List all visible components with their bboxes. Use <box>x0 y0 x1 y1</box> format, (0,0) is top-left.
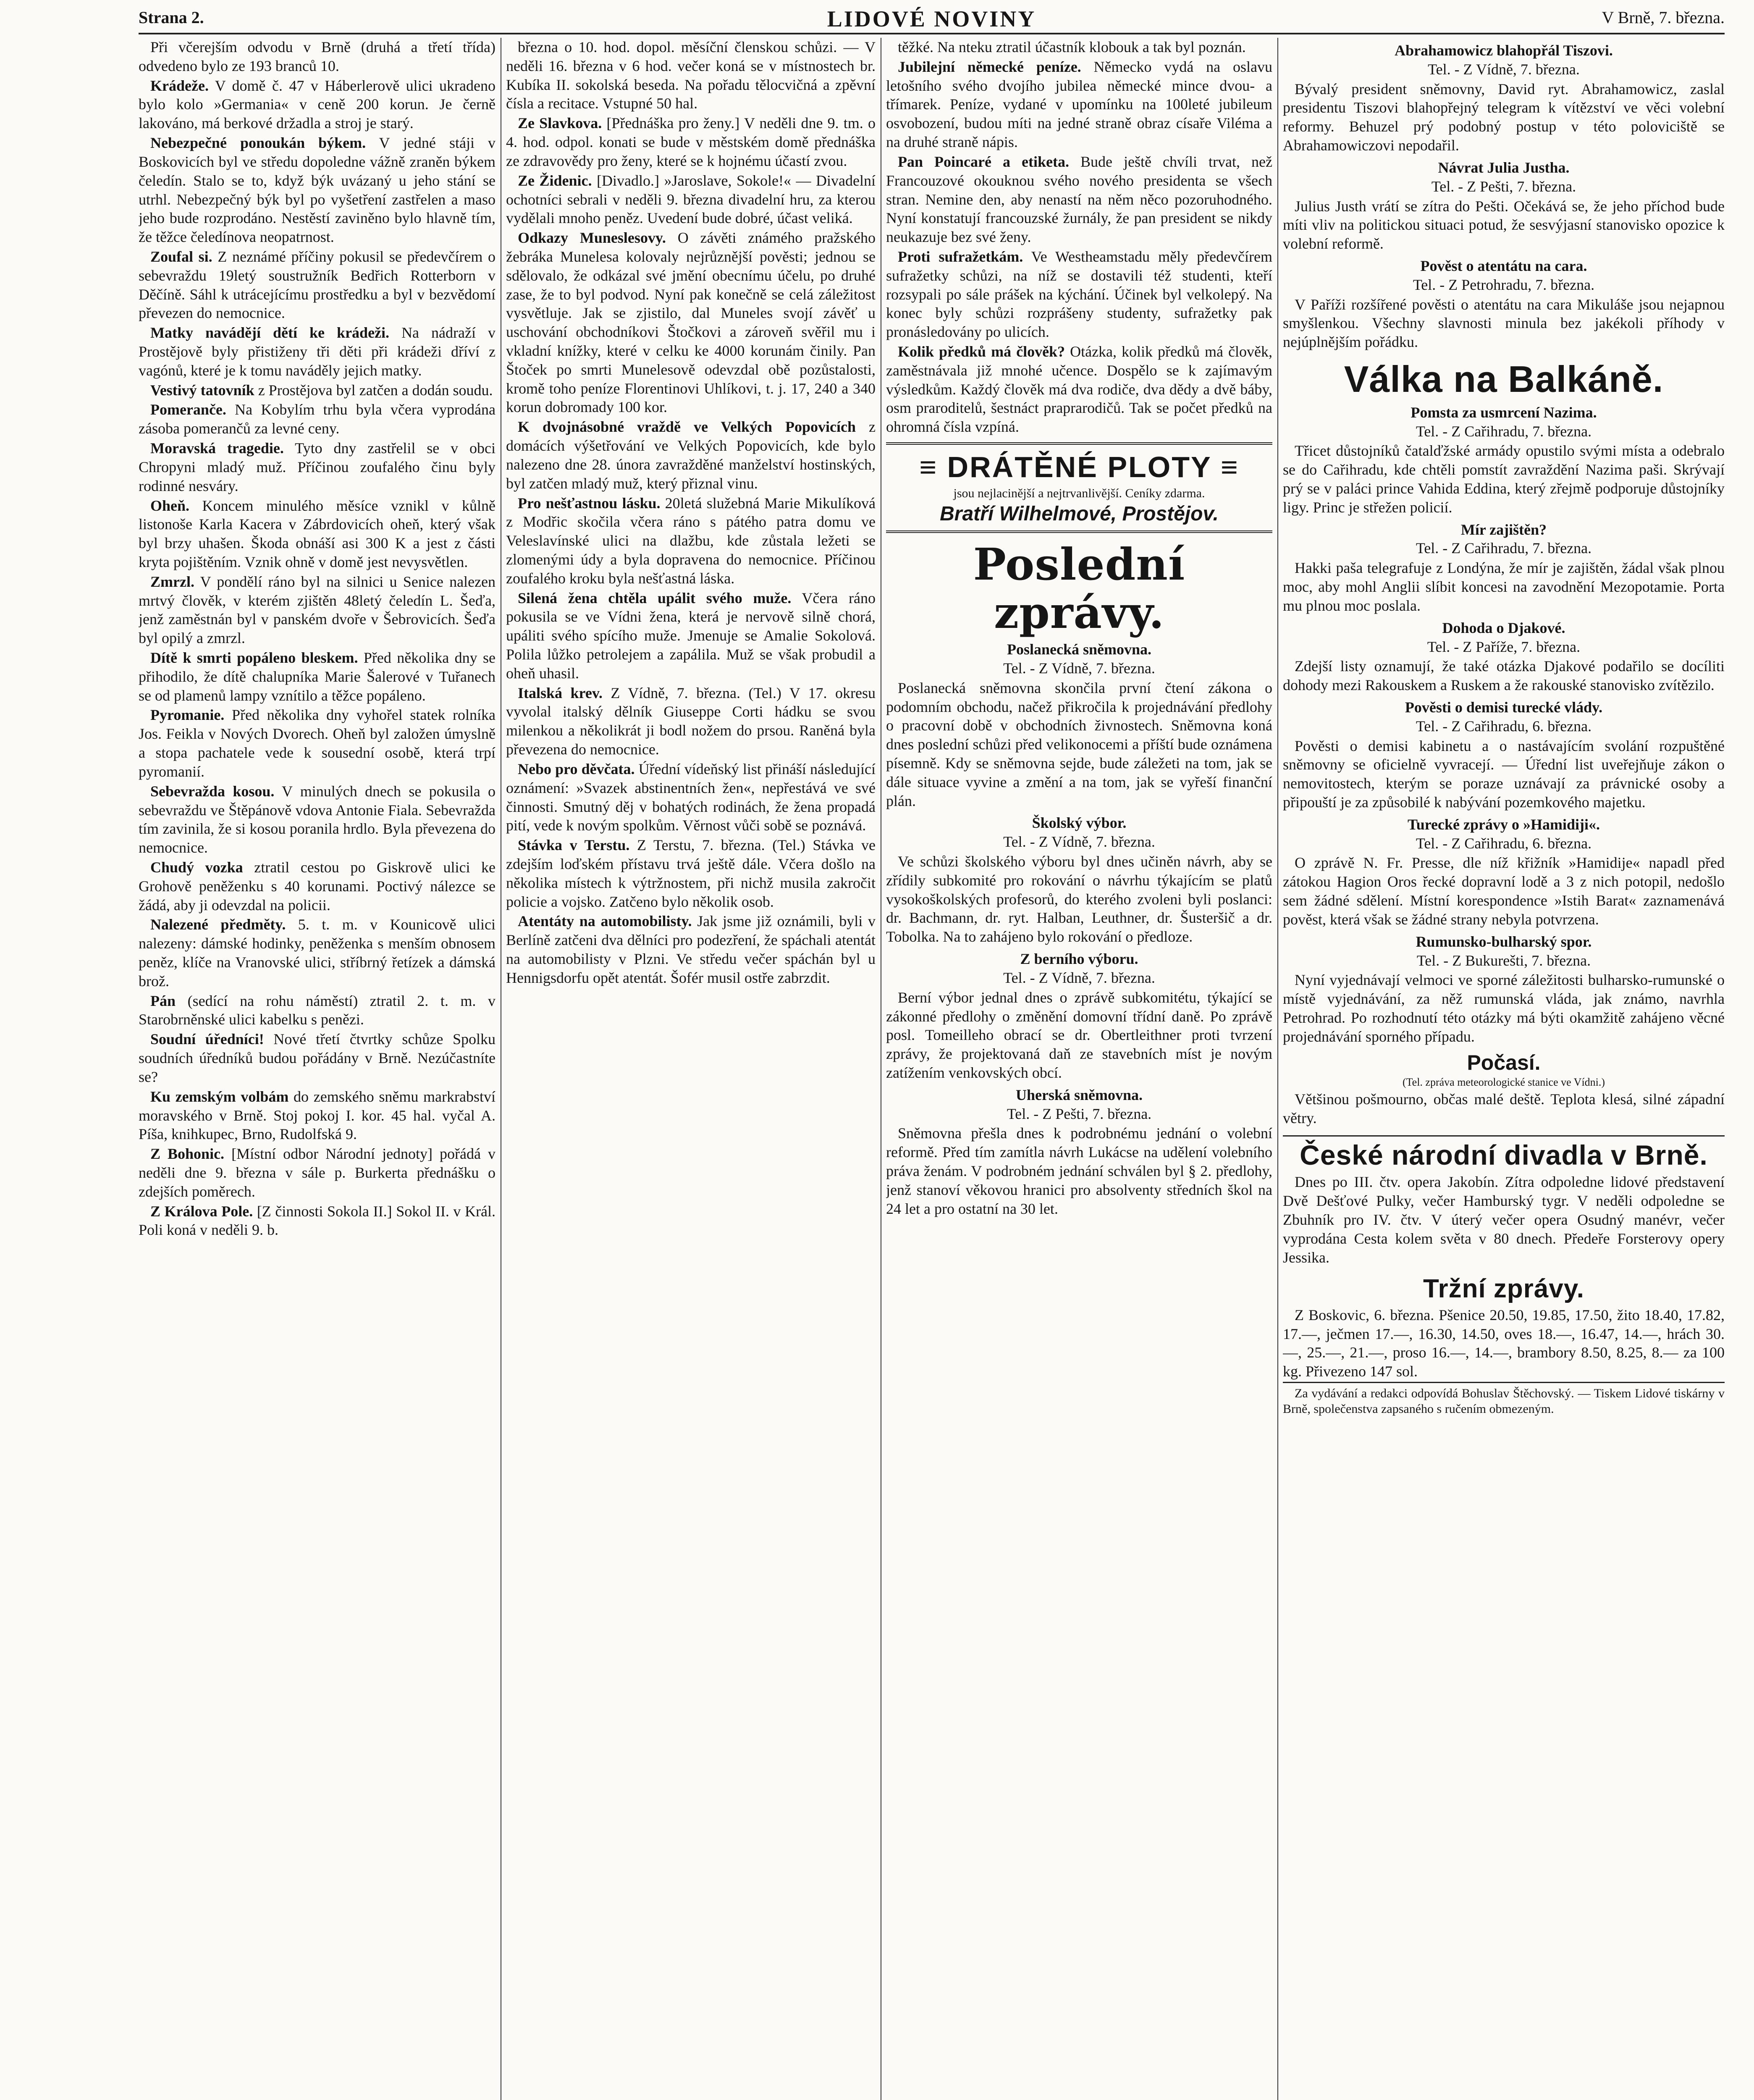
article-lead: Nalezené předměty. <box>150 916 286 933</box>
article-text: Pověsti o demisi kabinetu a o nastávajícím svolání rozpuštěné sněmovny se oficielně vyvracejí. — Úřední list uveřejňuje zákon o nemovitostech, kterým se poraze uznávají za právnické osoby a připouští je za způsobilé k nabývání pozemkového majetku. <box>1283 737 1725 811</box>
article-text: V pondělí ráno byl na silnici u Senice nalezen mrtvý člověk, v kterém zjištěn 48letý čeledín L. Šeďa, jenž zaměstnán byl v panském dvoře v Šebrovicích. Šeďa byl opilý a zmrzl. <box>139 573 496 647</box>
article-lead: Ze Židenic. <box>518 172 592 189</box>
article-text: O závěti známého pražského žebráka Munelesa kolovaly nejrůznější pověsti; jednou se sdělovalo, že odkázal své jmění obecnímu účelu, po druhé zase, že to byl podvod. Nyní pak konečně se celá záležitost vysvětluje. Jak se zjistilo, dal Muneles svojí závěť u uschování obchodníkovi Štočkovi a zároveň svěřil mu i vkladní knížky, které v celku ke 4000 korunám činily. Pan Štoček po smrti Munelesově odevzdal obě pozůstalosti, kromě toho peníze Florentinovi Uhlíkovi, t. j. 17, 240 a 340 korun dobromady 100 kor. <box>506 229 876 416</box>
article-headline: Pomsta za usmrcení Nazima. <box>1411 404 1597 421</box>
article-paragraph <box>139 400 496 438</box>
article-text: V jedné stáji v Boskovicích byl ve středu dopoledne vážně zraněn býkem čeledín. Stalo se to, když býk uvázaný u jeho stání se utrhl. Nebezpečný býk byl po vyšetření zastřelen a maso jeho bude rozprodáno. Nestěstí zaviněno bylo hlavně tím, že těžce čeledínova neopatrnost. <box>139 134 496 246</box>
balkan-news <box>1283 403 1725 1046</box>
article-text: Úřední vídeňský list přináší následující oznámení: »Svazek abstinentních žen«, nepřestává ve své činnosti. Smutný děj v bohatých rodinách, že žena propadá pití, vede k novým spolkům. Věrnost vůči sobě se poznává. <box>506 760 876 834</box>
article-paragraph <box>139 247 496 323</box>
article-paragraph <box>139 858 496 914</box>
article-paragraph <box>1283 971 1725 1046</box>
article-paragraph <box>506 760 876 835</box>
article-text: Nyní vyjednávají velmoci ve sporné záležitosti bulharsko-rumunské o místě vyjednávání, za něž rumunská vláda, jak známo, navrhla Petrohrad. Po rozhodnutí této otázky má býti okamžitě zahájeno věcné projednávání sporného případu. <box>1283 971 1725 1045</box>
article-paragraph <box>506 417 876 493</box>
article-headline: Pověst o atentátu na cara. <box>1420 257 1587 274</box>
article-lead: Nebo pro děvčata. <box>518 760 635 777</box>
article-text: Ve schůzi školského výboru byl dnes učiněn návrh, aby se zřídily subkomité pro rokování o návrhu týkajícím se platů vysokoškolských profesorů, do kterého zvoleni byli poslanci: dr. Bachmann, dr. ryt. Halban, Leuthner, dr. Šusteršič a dr. Tobolka. Na to zahájeno bylo rokování o předloze. <box>886 853 1272 945</box>
article-text: Tyto dny zastřelil se v obci Chropyni mladý muž. Příčinou zoufalého činu byly rodinné nesváry. <box>139 440 496 494</box>
article-dateline: Tel. - Z Cařihradu, 7. března. <box>1416 540 1592 557</box>
market-heading: Tržní zprávy. <box>1423 1274 1584 1303</box>
article-paragraph <box>139 1144 496 1201</box>
article-dateline: Tel. - Z Pešti, 7. března. <box>1431 178 1576 195</box>
article-dateline: Tel. - Z Cařihradu, 7. března. <box>1416 423 1592 440</box>
article-paragraph <box>139 706 496 781</box>
article-dateline: Tel. - Z Cařihradu, 6. března. <box>1416 835 1592 852</box>
article-dateline: Tel. - Z Pešti, 7. března. <box>1007 1105 1152 1122</box>
article-lead: Proti sufražetkám. <box>898 248 1023 265</box>
article-lead: Pan Poincaré a etiketa. <box>898 153 1069 170</box>
article-lead: Soudní úředníci! <box>150 1031 264 1048</box>
article-lead: Kolik předků má člověk? <box>898 343 1065 360</box>
article-text: Berní výbor jednal dnes o zprávě subkomitétu, týkající se zákonné předlohy o změnění domovní třídní daně. Po zprávě posl. Tomeilleho obrací se dr. Obertleithner proti tvrzení zprávy, že projektovaná daň ze stavebních míst je novým zatížením venkovských obcí. <box>886 989 1272 1081</box>
article-text: března o 10. hod. dopol. měsíční členskou schůzi. — V neděli 16. března v 6 hod. večer koná se v místnostech br. Kubíka II. sokolská beseda. Na pořadu tělocvičná a zpěvní čísla a recitace. Vstupné 50 hal. <box>506 39 876 112</box>
article-text: Ve Westheamstadu měly předevčírem sufražetky schůzi, na níž se dostavili též studenti, kteří rozsypali po sále prášek na kýchání. Účinek byl velkolepý. Na konec byly schůzi rozprášeny studenty, sufražetky pak pronásledovány po ulicích. <box>886 248 1272 341</box>
ad-line: jsou nejlacinější a nejtrvanlivější. Ceníky zdarma. <box>953 486 1205 501</box>
theatre-text: Dnes po III. čtv. opera Jakobín. Zítra odpoledne lidové představení Dvě Dešťové Pulky, večer Hamburský tygr. V neděli odpoledne se Zbuhník pro IV. čtv. V úterý večer opera Osudný manévr, večer vyprodána Cesta kolem světa v 80 dnech. Předeře Forsterovy opery Jessika. <box>1283 1173 1725 1266</box>
article-headline: Abrahamowicz blahopřál Tiszovi. <box>1395 42 1613 59</box>
article-text: [Divadlo.] »Jaroslave, Sokole!« — Divadelní ochotníci sebrali v neděli 9. března divadelní hru, za kterou vydělali mnoho peněz. Uvedení bude dobré, účast veliká. <box>506 172 876 227</box>
article-paragraph <box>139 38 496 76</box>
column-4 <box>1283 38 1725 2100</box>
article-text: z domácích výšetřování ve Velkých Popovicích, kde bylo nalezeno dne 28. února zavražděné manželství hostinských, byl zatčen mladý muž, který přiznal vinu. <box>506 418 876 492</box>
article-dateline: Tel. - Z Paříže, 7. března. <box>1427 638 1581 655</box>
article-lead: Z Bohonic. <box>150 1145 225 1163</box>
article-paragraph <box>139 76 496 133</box>
article-paragraph <box>139 648 496 705</box>
article-text: Poslanecká sněmovna skončila první čtení zákona o podomním obchodu, načež přikročila k projednávání předlohy o pracovní době v obchodních živnostech. Sněmovna koná dnes poslední schůzi před velikonocemi a příští bude oznámena písemně. Kdy se sněmovna sejde, bude záležeti na tom, jak se dále situace vyvine a změní a na tom, jak se vyřeší finanční plán. <box>886 679 1272 809</box>
weather-text: Většinou pošmourno, občas malé deště. Teplota klesá, silné západní větry. <box>1283 1091 1725 1127</box>
article-text: Včera ráno pokusila se ve Vídni žena, která je nervově silně chorá, upáliti svého spícího muže. Jmenuje se Amalie Sokolová. Polila lůžko petrolejem a zapálila. Muž se však probudil a oheň uhasil. <box>506 589 876 682</box>
article-paragraph <box>506 171 876 228</box>
masthead <box>139 6 1725 30</box>
article-lead: Pyromanie. <box>150 706 225 724</box>
article-lead: Silená žena chtěla upálit svého muže. <box>518 589 792 606</box>
article-lead: Dítě k smrti popáleno bleskem. <box>150 649 358 666</box>
article-paragraph <box>139 572 496 648</box>
article-lead: Sebevražda kosou. <box>150 782 275 800</box>
article-paragraph <box>1283 657 1725 695</box>
article-text: V domě č. 47 v Háberlerově ulici ukradeno bylo kolo »Germania« v ceně 200 korun. Je černě lakováno, má berkové držadla a stroj je starý. <box>139 77 496 132</box>
article-paragraph <box>139 1087 496 1144</box>
article-paragraph <box>139 134 496 247</box>
theatre-heading: České národní divadla v Brně. <box>1283 1135 1725 1171</box>
article-lead: Pán <box>150 992 176 1009</box>
article-lead: Zmrzl. <box>150 573 194 590</box>
article-text: Hakki paša telegrafuje z Londýna, že mír je zajištěn, žádal však plnou moc, aby mohl Anglii slíbit koncesi na zavodnění Mezopotamie. Porta mu plnou moc poslala. <box>1283 559 1725 614</box>
imprint: Za vydávání a redakci odpovídá Bohuslav Štěchovský. — Tiskem Lidové tiskárny v Brně, společenstva zapsaného s ručením obmezeným. <box>1283 1382 1725 1417</box>
article-headline: Školský výbor. <box>1032 814 1127 832</box>
article-lead: Matky navádějí dětí ke krádeži. <box>150 324 390 341</box>
article-paragraph <box>506 589 876 683</box>
article-paragraph <box>506 494 876 588</box>
article-headline: Pověsti o demisi turecké vlády. <box>1405 698 1603 716</box>
article-text: Z neznámé příčiny pokusil se předevčírem o sebevraždu 19letý soustružník Bedřich Rotterborn v Děčíně. Sáhl k utrácejícímu prostředku a byl v bezvědomí převezen do nemocnice. <box>139 248 496 322</box>
market-text: Z Boskovic, 6. března. Pšenice 20.50, 19.85, 17.50, žito 18.40, 17.82, 17.—, ječmen 17.—, 16.30, 14.50, oves 18.—, 16.47, 14.—, hrách 30.—, 25.—, 21.—, proso 16.—, 14.—, brambory 8.50, 8.25, 8.— za 100 kg. Přivezeno 147 sol. <box>1283 1306 1725 1380</box>
article-paragraph <box>139 323 496 380</box>
article-headline: Mír zajištěn? <box>1460 521 1547 538</box>
article-text: Před několika dny se přihodilo, že dítě chalupníka Marie Šalerové v Tuřanech se od plamenů lampy vznítilo a těžce popáleno. <box>139 649 496 704</box>
column-3 <box>886 38 1272 2100</box>
article-text: Otázka, kolik předků má člověk, zaměstnávala již mnohé učence. Dospělo se k zajímavým výsledkům. Každý člověk má dva rodiče, dva dědy a dvě báby, osm praroditelů, šestnáct praprarodičů. Tak se počet předků na ohromná čísla vzpíná. <box>886 343 1272 436</box>
article-text: Německo vydá na oslavu letošního svého dvojího jubilea německé mince dvou- a třímarek. Peníze, vydané v upomínku na 100leté jubileum osvobození, budou míti na jedné straně obraz císaře Viléma a na druhé straně nápis. <box>886 58 1272 151</box>
article-lead: Nebezpečné ponoukán býkem. <box>150 134 366 152</box>
article-paragraph <box>886 1124 1272 1218</box>
article-text: těžké. Na nteku ztratil účastník klobouk a tak byl poznán. <box>898 39 1246 55</box>
article-text: Bude ještě chvíli trvat, než Francouzové okouknou svého nového presidenta se všech stran. Nemine den, aby nenastí na něm něco pozoruhodného. Nyní konstatují francouzské žurnály, že pan president se nikdy neukazuje bez své ženy. <box>886 153 1272 246</box>
newspaper-title: LIDOVÉ NOVINY <box>827 6 1036 32</box>
article-paragraph <box>886 852 1272 946</box>
article-lead: Jubilejní německé peníze. <box>898 58 1081 75</box>
article-paragraph <box>139 992 496 1029</box>
article-text: Třicet důstojníků čatalďžské armády opustilo svými místa a odebralo se do Cařihradu, kde chtěli pomstít zavraždění Nazima paši. Skrývají prý se v paláci prince Vahida Eddina, který zřejmě podporuje důstojníky ligy. Princ je střežen policií. <box>1283 442 1725 516</box>
article-text: 5. t. m. v Kounicově ulici nalezeny: dámské hodinky, peněženka s menším obnosem peněz, klíče na Vranovské ulici, stříbrný řetízek a dámská brož. <box>139 916 496 990</box>
article-paragraph <box>886 152 1272 247</box>
article-lead: Ku zemským volbám <box>150 1088 289 1105</box>
article-lead: Moravská tragedie. <box>150 440 284 457</box>
article-text: V minulých dnech se pokusila o sebevraždu ve Štěpánově vdova Antonie Fiala. Sebevražda tím zavinila, že si kosou poranila hrdlo. Byla převezena do nemocnice. <box>139 782 496 856</box>
article-headline: Turecké zprávy o »Hamidiji«. <box>1408 816 1600 833</box>
article-headline: Z berního výboru. <box>1020 950 1138 968</box>
article-paragraph <box>886 58 1272 152</box>
article-lead: K dvojnásobné vraždě ve Velkých Popovicích <box>518 418 856 436</box>
article-paragraph <box>506 684 876 759</box>
article-paragraph <box>139 381 496 400</box>
article-text: Koncem minulého měsíce vznikl v kůlně listonoše Karla Kacera v Zábrdovicích oheň, který však byl brzy uhašen. Škoda obnáší asi 300 K a jest z části kryta pojištěním. Vznik ohně v domě jest nevysvětlen. <box>139 497 496 570</box>
article-dateline: Tel. - Z Cařihradu, 6. března. <box>1416 717 1592 735</box>
article-paragraph <box>139 1202 496 1240</box>
column-4-news <box>1283 41 1725 352</box>
article-text: 20letá služebná Marie Mikulíková z Modřic skočila včera ráno s pátého patra domu ve Veleslavínské ulici na dlažbu, kde zůstala ležeti se zlomenými údy a byla dopravena do nemocnice. Příčinou zoufalého kroku byla nešťastná láska. <box>506 494 876 587</box>
article-headline: Poslanecká sněmovna. <box>1007 641 1152 658</box>
article-paragraph <box>506 912 876 987</box>
article-text: Z Vídně, 7. března. (Tel.) V 17. okresu vyvolal italský dělník Giuseppe Corti hádku se svou milenkou a několikrát ji bodl nožem do prsou. Raněná byla převezena do nemocnice. <box>506 684 876 758</box>
article-text: (sedící na rohu náměstí) ztratil 2. t. m. v Starobrněnské ulici kabelku s penězi. <box>139 992 496 1028</box>
article-text: do zemského sněmu markrabství moravského v Brně. Stoj pokoj I. kor. 45 hal. vyčal A. Píša, knihkupec, Brno, Rudolfská 9. <box>139 1088 496 1143</box>
article-paragraph <box>886 342 1272 436</box>
article-lead: Zoufal si. <box>150 248 212 265</box>
article-lead: Stávka v Terstu. <box>518 837 630 854</box>
article-dateline: Tel. - Z Vídně, 7. března. <box>1428 60 1580 78</box>
page-number: Strana 2. <box>139 8 204 27</box>
article-text: Zdejší listy oznamují, že také otázka Djakové podařilo se docíliti dohody mezi Rakouskem a Ruskem a že rakouské stanovisko zvítězilo. <box>1283 658 1725 694</box>
article-text: ztratil cestou po Giskrově ulici ke Grohově peněženku s 40 korunami. Poctivý nálezce se žádá, aby ji odevzdal na policii. <box>139 858 496 914</box>
ad-title: ≡ DRÁTĚNÉ PLOTY ≡ <box>919 451 1239 484</box>
article-paragraph <box>139 1030 496 1086</box>
article-text: z Prostějova byl zatčen a dodán soudu. <box>254 381 493 399</box>
article-paragraph <box>886 247 1272 341</box>
article-text: [Přednáška pro ženy.] V neděli dne 9. tm. o 4. hod. odpol. konati se bude v městském domě přednáška ze zdravovědy pro ženy, které se k hojnému účastí zvou. <box>506 115 876 169</box>
article-lead: Vestivý tatovník <box>150 381 254 399</box>
article-paragraph <box>886 679 1272 811</box>
article-paragraph <box>139 496 496 572</box>
column-1 <box>139 38 496 2100</box>
column-2 <box>506 38 876 2100</box>
balkan-war-heading: Válka na Balkáně. <box>1344 358 1664 400</box>
article-text: V Paříži rozšířené pověsti o atentátu na cara Mikuláše jsou nejapnou smyšlenkou. Všechny slavnosti minula bez jakékoli příhody v nejúplnějším pořádku. <box>1283 296 1725 351</box>
article-paragraph <box>139 782 496 857</box>
article-headline: Návrat Julia Justha. <box>1438 159 1570 176</box>
article-paragraph <box>506 38 876 113</box>
article-text: O zprávě N. Fr. Presse, dle níž křižník »Hamidije« napadl před zátokou Hagion Oros řecké dopravní lodě a 3 z nich potopil, nedošlo sem žádné sdělení. Místní korespondence »Istih Barat« zaznamenává pověst, která však se žádné strany nebyla potvrzena. <box>1283 854 1725 928</box>
article-paragraph <box>1283 737 1725 812</box>
article-dateline: Tel. - Z Vídně, 7. března. <box>1003 969 1155 986</box>
article-lead: Oheň. <box>150 497 190 514</box>
article-lead: Pro nešťastnou lásku. <box>518 494 661 512</box>
article-text: [Místní odbor Národní jednoty] pořádá v neděli dne 9. března v sále p. Burkerta přednášku o zdejších poměrech. <box>139 1145 496 1200</box>
article-text: Nové třetí čtvrtky schůze Spolku soudních úředníků budou pořádány v Brně. Nezúčastníte se? <box>139 1031 496 1085</box>
article-paragraph <box>1283 559 1725 615</box>
column-rule <box>1277 38 1278 2100</box>
article-paragraph <box>1283 80 1725 155</box>
article-dateline: Tel. - Z Vídně, 7. března. <box>1003 659 1155 677</box>
article-lead: Italská krev. <box>518 684 603 701</box>
article-lead: Z Králova Pole. <box>150 1202 253 1220</box>
article-paragraph <box>506 228 876 417</box>
latest-news <box>886 640 1272 1218</box>
article-dateline: Tel. - Z Petrohradu, 7. března. <box>1413 276 1595 293</box>
article-paragraph <box>886 38 1272 57</box>
article-lead: Odkazy Muneslesovy. <box>518 229 666 247</box>
article-text: [Z činnosti Sokola II.] Sokol II. v Král. Poli koná v neděli 9. b. <box>139 1202 496 1239</box>
article-paragraph <box>1283 853 1725 929</box>
article-lead: Pomeranče. <box>150 401 226 418</box>
article-text: Na Kobylím trhu byla včera vyprodána zásoba pomerančů za levné ceny. <box>139 401 496 437</box>
article-paragraph <box>1283 441 1725 517</box>
article-lead: Atentáty na automobilisty. <box>518 913 692 930</box>
article-lead: Ze Slavkova. <box>518 115 602 132</box>
article-paragraph <box>1283 295 1725 352</box>
article-lead: Krádeže. <box>150 77 209 94</box>
article-headline: Uherská sněmovna. <box>1015 1086 1143 1103</box>
latest-news-heading: Poslední zprávy. <box>973 538 1185 638</box>
weather-note: (Tel. zpráva meteorologické stanice ve Vídni.) <box>1402 1076 1605 1088</box>
article-headline: Rumunsko-bulharský spor. <box>1416 933 1592 950</box>
article-dateline: Tel. - Z Bukurešti, 7. března. <box>1416 952 1591 969</box>
article-text: Z Terstu, 7. března. (Tel.) Stávka ve zdejším loďském přístavu trvá ještě dále. Včera došlo na několika místech k výtržnostem, při nichž musila zakročit policie a vojsko. Zatčeno bylo několik osob. <box>506 837 876 910</box>
article-text: Při včerejším odvodu v Brně (druhá a třetí třída) odvedeno bylo ze 193 branců 10. <box>139 39 496 74</box>
article-dateline: Tel. - Z Vídně, 7. března. <box>1003 833 1155 850</box>
column-3-news <box>886 38 1272 436</box>
article-text: Sněmovna přešla dnes k podrobnému jednání o volební reformě. Před tím zamítla návrh Lukácse na udělení volebního práva ženám. V podrobném jednání schválen byl § 2. předlohy, jenž stanoví věkovou hranici pro absolventy středních škol na 24 let a pro ostatní na 30 let. <box>886 1125 1272 1217</box>
article-paragraph <box>506 836 876 911</box>
article-paragraph <box>1283 197 1725 253</box>
article-text: Bývalý president sněmovny, David ryt. Abrahamowicz, zaslal presidentu Tiszovi blahopřejný telegram k vítězství ve věci volební reformy. Behuzel prý podobný postup v této poloviciště se Abrahamowiczovi nepodařil. <box>1283 80 1725 154</box>
weather-heading: Počasí. <box>1467 1050 1541 1074</box>
article-lead: Chudý vozka <box>150 858 243 876</box>
article-paragraph <box>886 988 1272 1082</box>
ad-firm: Bratří Wilhelmové, Prostějov. <box>940 502 1219 525</box>
article-paragraph <box>139 439 496 495</box>
advertisement-fences <box>886 442 1272 533</box>
article-text: Na nádraží v Prostějově byly přistiženy tři děti při krádeži dříví z vagónů, které je k tomu naváděly jejich matky. <box>139 324 496 379</box>
article-text: Před několika dny vyhořel statek rolníka Jos. Feikla v Nových Dvorech. Oheň byl založen úmyslně a stopa pachatele vede k sousední osobě, která trpí pyromanií. <box>139 706 496 780</box>
place-date: V Brně, 7. března. <box>1602 8 1725 27</box>
article-paragraph <box>139 915 496 990</box>
article-headline: Dohoda o Djakové. <box>1442 619 1565 636</box>
article-text: Julius Justh vrátí se zítra do Pešti. Očekává se, že jeho příchod bude míti vliv na politickou situaci potud, že sesvýjasní stanovisko opozice k volební reformě. <box>1283 197 1725 252</box>
article-paragraph <box>506 114 876 170</box>
article-text: Jak jsme již oznámili, byli v Berlíně zatčeni dva dělníci pro podezření, že spáchali atentát na automobilisty v Plzni. Ve středu večer spáchán byl u Hennigsdorfu opět atentát. Šofér musil ostře zabrzdit. <box>506 913 876 986</box>
masthead-rule <box>139 33 1725 34</box>
